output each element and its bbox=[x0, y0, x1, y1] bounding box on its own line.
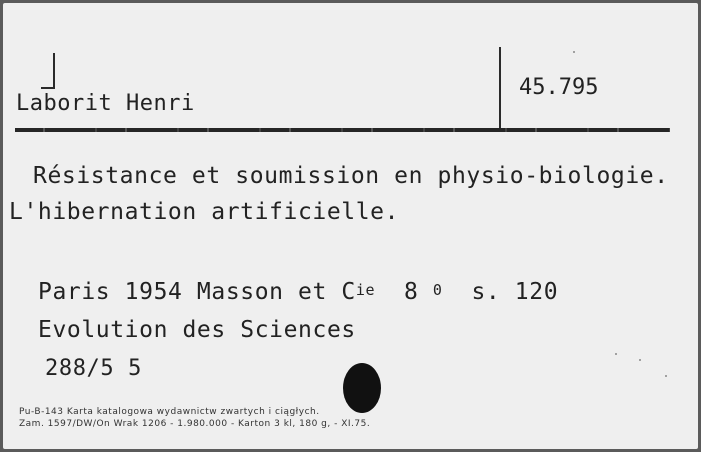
shelf-mark: 288/5 5 bbox=[45, 356, 142, 381]
speck bbox=[639, 359, 641, 361]
call-number: 45.795 bbox=[519, 75, 599, 100]
punch-hole bbox=[343, 363, 381, 413]
printer-line-1: Pu-B-143 Karta katalogowa wydawnictw zwartych i ciągłych. bbox=[19, 407, 320, 417]
speck bbox=[665, 375, 667, 377]
imprint-superscript-o: 0 bbox=[432, 281, 443, 299]
header-rule bbox=[15, 128, 670, 132]
author-name: Laborit Henri bbox=[16, 91, 195, 116]
corner-tick-mark bbox=[41, 53, 59, 89]
column-divider bbox=[499, 47, 501, 131]
speck bbox=[615, 353, 617, 355]
title-line-2: L'hibernation artificielle. bbox=[9, 199, 400, 225]
imprint-superscript-ie: ie bbox=[355, 281, 376, 299]
imprint-place-year-publisher: Paris 1954 Masson et C bbox=[38, 279, 356, 305]
imprint-format: 8 bbox=[404, 279, 419, 305]
title-line-1: Résistance et soumission en physio-biologie. bbox=[33, 163, 669, 189]
imprint-line bbox=[38, 279, 558, 305]
speck bbox=[573, 51, 575, 53]
imprint-pages: s. 120 bbox=[471, 279, 559, 305]
series-statement: Evolution des Sciences bbox=[38, 317, 356, 343]
catalog-card bbox=[3, 3, 698, 449]
printer-line-2: Zam. 1597/DW/On Wrak 1206 - 1.980.000 - Karton 3 kl, 180 g, - XI.75. bbox=[19, 419, 371, 429]
